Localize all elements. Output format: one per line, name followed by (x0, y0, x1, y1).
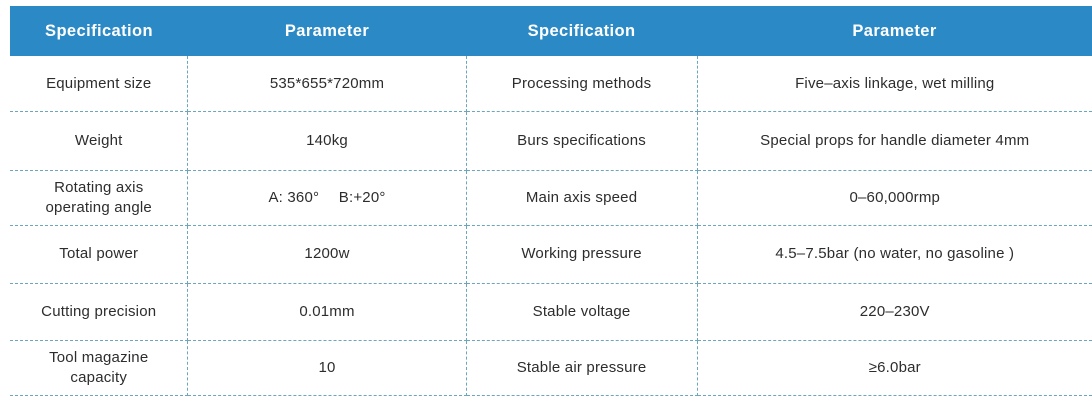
table-row (10, 283, 1092, 340)
table-row (10, 170, 1092, 225)
header-parameter-right: Parameter (697, 6, 1092, 56)
spec-cell (10, 225, 188, 283)
param-cell (697, 225, 1092, 283)
spec-label: Processing methods (511, 74, 652, 92)
table-row (10, 111, 1092, 170)
header-parameter-left: Parameter (188, 6, 466, 56)
param-cell (697, 56, 1092, 111)
param-value: 535*655*720mm (269, 74, 385, 92)
table-header-row (10, 6, 1092, 56)
spec-label: Tool magazine capacity (49, 349, 153, 386)
spec-label: Cutting precision (41, 302, 157, 320)
spec-label: Weight (74, 131, 123, 149)
spec-label: Total power (59, 245, 139, 263)
spec-label: Stable voltage (532, 302, 631, 320)
spec-label: Working pressure (521, 245, 642, 263)
param-cell (697, 340, 1092, 395)
param-cell (188, 56, 466, 111)
param-cell (697, 283, 1092, 340)
param-value: 140kg (306, 131, 348, 149)
spec-cell (466, 111, 697, 170)
table-row (10, 340, 1092, 395)
spec-label: Stable air pressure (516, 358, 647, 376)
spec-cell (466, 225, 697, 283)
spec-label: Rotating axis operating angle (45, 179, 152, 216)
spec-cell (10, 170, 188, 225)
param-cell (697, 170, 1092, 225)
spec-cell (10, 111, 188, 170)
table-row (10, 225, 1092, 283)
spec-label: Burs specifications (517, 131, 646, 149)
spec-cell (10, 340, 188, 395)
spec-table-container (10, 6, 1092, 396)
param-cell (188, 283, 466, 340)
spec-cell (466, 56, 697, 111)
spec-label: Equipment size (46, 74, 152, 92)
spec-cell (466, 340, 697, 395)
header-specification-right: Specification (466, 6, 697, 56)
spec-cell (10, 56, 188, 111)
table-row (10, 56, 1092, 111)
param-cell (188, 111, 466, 170)
param-value: Five–axis linkage, wet milling (795, 74, 995, 92)
spec-label: Main axis speed (525, 188, 638, 206)
param-value: 0–60,000rmp (849, 188, 941, 206)
param-cell (188, 225, 466, 283)
param-value: 10 (318, 358, 336, 376)
spec-table (10, 6, 1092, 396)
param-value: A: 360° B:+20° (268, 188, 386, 206)
spec-cell (466, 283, 697, 340)
param-cell (697, 111, 1092, 170)
header-specification-left: Specification (10, 6, 188, 56)
param-value: 4.5–7.5bar (no water, no gasoline ) (775, 245, 1015, 263)
param-cell (188, 340, 466, 395)
spec-cell (10, 283, 188, 340)
param-value: 1200w (304, 245, 350, 263)
spec-cell (466, 170, 697, 225)
param-value: 220–230V (859, 302, 930, 320)
param-value: ≥6.0bar (868, 358, 921, 376)
param-cell (188, 170, 466, 225)
param-value: Special props for handle diameter 4mm (760, 131, 1030, 149)
param-value: 0.01mm (299, 302, 355, 320)
